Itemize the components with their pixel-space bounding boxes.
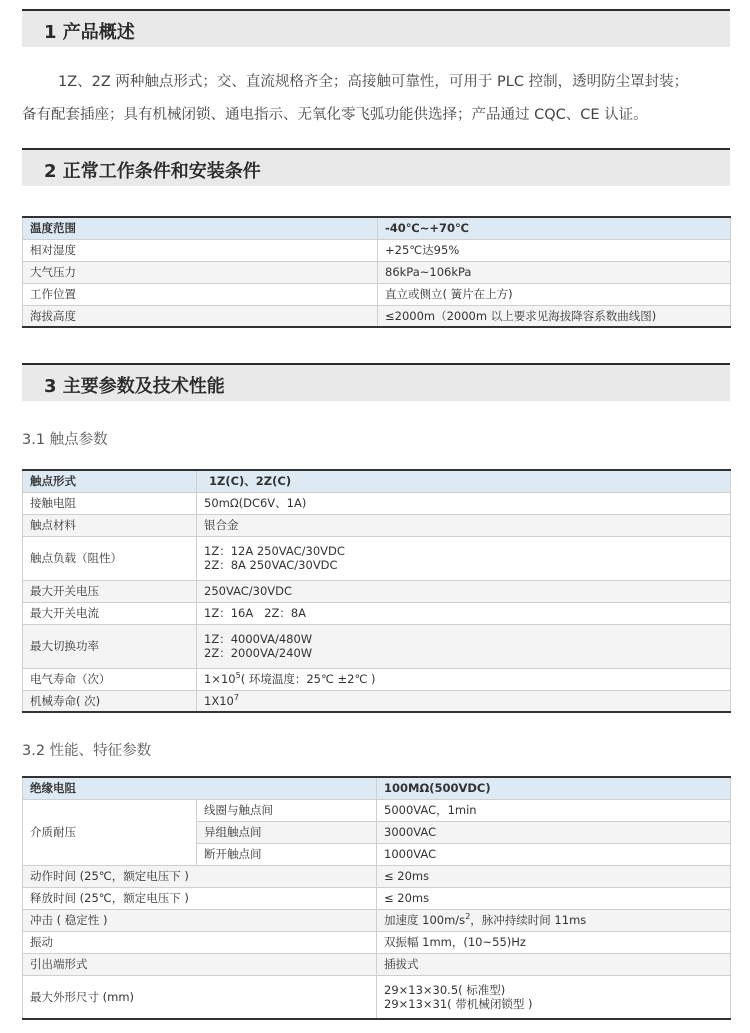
cell-value: ≤2000m（2000m 以上要求见海拔降容系数曲线图) (378, 305, 731, 327)
table-row (23, 909, 731, 931)
cell-value: +25℃达95% (378, 239, 731, 261)
table-row (23, 799, 731, 821)
table-row (23, 624, 731, 668)
cell-value (377, 975, 731, 1019)
cell-value: 86kPa~106kPa (378, 261, 731, 283)
cell-label: 介质耐压 (23, 799, 197, 865)
cell-value: 1Z(C)、2Z(C) (197, 470, 731, 492)
cell-value: 双振幅 1mm，(10~55)Hz (377, 931, 731, 953)
table-row (23, 777, 731, 799)
cell-value: 银合金 (197, 514, 731, 536)
table-row (23, 931, 731, 953)
cell-label: 相对湿度 (23, 239, 378, 261)
table-row (23, 514, 731, 536)
cell-sublabel: 线圈与触点间 (197, 799, 377, 821)
cell-value: 1000VAC (377, 843, 731, 865)
table-row (23, 690, 731, 712)
cell-label: 温度范围 (23, 217, 378, 239)
value-exponent: 7 (233, 692, 239, 702)
table-row (23, 217, 731, 239)
cell-value-line: 29×13×31( 带机械闭锁型 ) (384, 996, 533, 1011)
cell-value: 50mΩ(DC6V、1A) (197, 492, 731, 514)
cell-value-line: 1Z：12A 250VAC/30VDC (204, 544, 345, 558)
value-base: 1×10 (204, 672, 236, 686)
cell-value (197, 690, 731, 712)
cell-value: ≤ 20ms (377, 887, 731, 909)
section-header-conditions (22, 148, 730, 186)
subsection-title-contact: 3.1 触点参数 (22, 432, 108, 448)
cell-value: 直立或侧立( 簧片在上方) (378, 283, 731, 305)
cell-value-line: 2Z：8A 250VAC/30VDC (204, 558, 338, 572)
cell-value (197, 536, 731, 580)
conditions-table (22, 216, 731, 328)
overview-line: 备有配套插座；具有机械闭锁、通电指示、无氧化零飞弧功能供选择；产品通过 CQC、CE 认证。 (22, 107, 648, 123)
cell-label: 大气压力 (23, 261, 378, 283)
cell-label: 冲击 ( 稳定性 ) (23, 909, 377, 931)
table-row (23, 887, 731, 909)
section-title: 3 主要参数及技术性能 (44, 376, 225, 397)
section-title: 1 产品概述 (44, 22, 135, 43)
value-note: ( 环境温度：25℃ ±2℃ ) (240, 672, 376, 686)
value-base: 加速度 100m/s (384, 913, 466, 927)
overview-paragraph (22, 66, 730, 132)
cell-label: 释放时间 (25℃，额定电压下 ) (23, 887, 377, 909)
cell-value (197, 668, 731, 690)
performance-parameters-table (22, 776, 731, 1020)
cell-sublabel: 异组触点间 (197, 821, 377, 843)
cell-value: 1Z：16A 2Z：8A (197, 602, 731, 624)
cell-value: 100MΩ(500VDC) (377, 777, 731, 799)
cell-label: 最大开关电压 (23, 580, 197, 602)
cell-label: 触点形式 (23, 470, 197, 492)
cell-label: 电气寿命（次） (23, 668, 197, 690)
section-header-overview (22, 9, 730, 47)
table-row (23, 536, 731, 580)
table-row (23, 668, 731, 690)
cell-label: 机械寿命( 次) (23, 690, 197, 712)
table-row (23, 261, 731, 283)
cell-label: 工作位置 (23, 283, 378, 305)
value-base: 1X10 (204, 693, 234, 708)
table-row (23, 305, 731, 327)
cell-value-line: 29×13×30.5( 标准型) (384, 982, 506, 997)
cell-label: 海拔高度 (23, 305, 378, 327)
subsection-title-performance: 3.2 性能、特征参数 (22, 743, 152, 759)
table-row (23, 975, 731, 1019)
cell-sublabel: 断开触点间 (197, 843, 377, 865)
cell-label: 引出端形式 (23, 953, 377, 975)
cell-label: 最大切换功率 (23, 624, 197, 668)
section-header-parameters (22, 363, 730, 401)
table-row (23, 602, 731, 624)
cell-label: 最大外形尺寸 (mm) (23, 975, 377, 1019)
value-exponent: 5 (235, 671, 241, 681)
cell-value (377, 909, 731, 931)
cell-label: 振动 (23, 931, 377, 953)
cell-value: 插拔式 (377, 953, 731, 975)
value-note: ，脉冲持续时间 11ms (470, 913, 587, 927)
table-row (23, 865, 731, 887)
cell-value-line: 1Z：4000VA/480W (204, 632, 313, 646)
contact-parameters-table (22, 469, 731, 713)
cell-value: 3000VAC (377, 821, 731, 843)
cell-label: 最大开关电流 (23, 602, 197, 624)
cell-value: 5000VAC，1min (377, 799, 731, 821)
table-row (23, 492, 731, 514)
cell-value-line: 2Z：2000VA/240W (204, 646, 313, 660)
table-row (23, 580, 731, 602)
overview-line: 1Z、2Z 两种触点形式；交、直流规格齐全；高接触可靠性，可用于 PLC 控制，透明防尘罩封装； (58, 74, 689, 90)
table-row (23, 239, 731, 261)
cell-label: 接触电阻 (23, 492, 197, 514)
cell-value: 250VAC/30VDC (197, 580, 731, 602)
cell-value: -40℃~+70℃ (378, 217, 731, 239)
table-row (23, 283, 731, 305)
section-title: 2 正常工作条件和安装条件 (44, 161, 261, 182)
table-row (23, 470, 731, 492)
cell-label: 触点材料 (23, 514, 197, 536)
cell-label: 动作时间 (25℃，额定电压下 ) (23, 865, 377, 887)
cell-value (197, 624, 731, 668)
table-row (23, 953, 731, 975)
cell-label: 触点负载（阻性） (23, 536, 197, 580)
value-exponent: 2 (465, 912, 471, 922)
cell-label: 绝缘电阻 (23, 777, 377, 799)
cell-value: ≤ 20ms (377, 865, 731, 887)
